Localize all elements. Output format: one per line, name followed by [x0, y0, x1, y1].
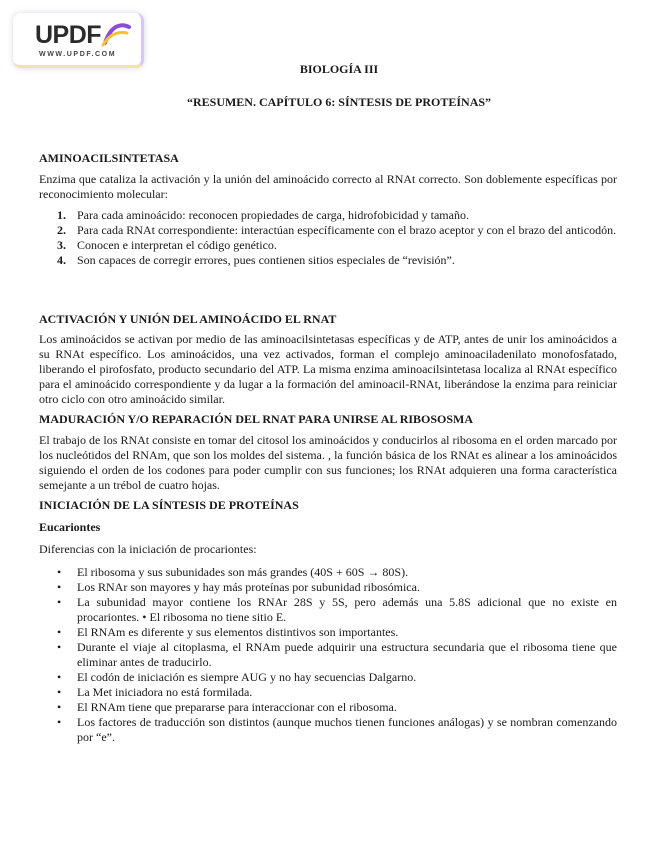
list-item: • Los factores de traducción son distintos (aunque muchos tienen funciones análogas) y se nombran comenzando por “e”. [57, 715, 617, 744]
logo-wordmark: UPDF [35, 21, 102, 49]
section-subheading-eucariontes: Eucariontes [39, 520, 101, 534]
section-heading-aminoacilsintetasa: AMINOACILSINTETASA [39, 151, 179, 165]
section-heading-activacion: ACTIVACIÓN Y UNIÓN DEL AMINOÁCIDO EL RNAT [39, 312, 337, 326]
list-item: • El RNAm tiene que prepararse para interaccionar con el ribosoma. [57, 700, 397, 714]
section-heading-iniciacion: INICIACIÓN DE LA SÍNTESIS DE PROTEÍNAS [39, 498, 299, 512]
section-heading-maduracion: MADURACIÓN Y/O REPARACIÓN DEL RNAT PARA UNIRSE AL RIBOSOSMA [39, 412, 474, 426]
list-item: • El ribosoma y sus subunidades son más grandes (40S + 60S → 80S). [57, 565, 409, 579]
list-item: • La subunidad mayor contiene los RNAr 28S y 5S, pero además una 5.8S adicional que no existe en procariontes. • El ribosoma no tiene sitio E. [57, 595, 617, 624]
section-body-maduracion: El trabajo de los RNAt consiste en tomar del citosol los aminoácidos y conducirlos al ribosoma en el orden marcado por los nucleótidos del RNAm, que son los moldes del sistema. , la función básica de los RNAt es alinear a los aminoácidos siguiendo el orden de los codones para poder cumplir con sus funciones; los RNAt adquieren una forma característica semejante a un trébol de cuatro hojas. [39, 433, 617, 492]
updf-logo [13, 13, 144, 68]
list-item: • La Met iniciadora no está formilada. [57, 685, 253, 699]
numbered-list [39, 208, 617, 268]
logo-swoosh-icon [101, 21, 131, 47]
document-subtitle: “RESUMEN. CAPÍTULO 6: SÍNTESIS DE PROTEÍNAS” [186, 95, 492, 109]
list-item: • Los RNAr son mayores y hay más proteínas por subunidad ribosómica. [57, 580, 420, 594]
logo-url: WWW.UPDF.COM [39, 51, 117, 58]
list-item: • El codón de iniciación es siempre AUG y no hay secuencias Dalgarno. [57, 670, 417, 684]
list-item: 2. Para cada RNAt correspondiente: interactúan específicamente con el brazo aceptor y con el brazo del anticodón. [57, 223, 617, 237]
section-intro-aminoacilsintetasa: Enzima que cataliza la activación y la unión del aminoácido correcto al RNAt correcto. Son doblemente específicas por reconocimiento molecular: [39, 172, 617, 201]
list-item: • El RNAm es diferente y sus elementos distintivos son importantes. [57, 625, 399, 639]
section-body-activacion: Los aminoácidos se activan por medio de las aminoacilsintetasas específicas y de ATP, antes de unir los aminoácidos a su RNAt específico. Los aminoácidos, una vez activados, forman el complejo aminoaciladenilato monofosfatado, liberando el pirofosfato, producto secundario del ATP. La misma enzima aminoacilsintetasa localiza al RNAt específico para el aminoácido correspondiente y da lugar a la formación del aminoacil-RNAt, liberándose la enzima para reiniciar otro ciclo con otro aminoácido similar. [39, 332, 617, 406]
list-item: 3. Conocen e interpretan el código genético. [57, 238, 277, 252]
bullet-list [39, 565, 617, 745]
document-title: BIOLOGÍA III [299, 62, 379, 76]
list-item: 1. Para cada aminoácido: reconocen propiedades de carga, hidrofobicidad y tamaño. [57, 208, 469, 222]
list-item: • Durante el viaje al citoplasma, el RNAm puede adquirir una estructura secundaria que el ribosoma tiene que eliminar antes de traducirlo. [57, 640, 617, 669]
list-item: 4. Son capaces de corregir errores, pues contienen sitios especiales de “revisión”. [57, 253, 455, 267]
section-intro-iniciacion: Diferencias con la iniciación de procariontes: [39, 542, 257, 556]
